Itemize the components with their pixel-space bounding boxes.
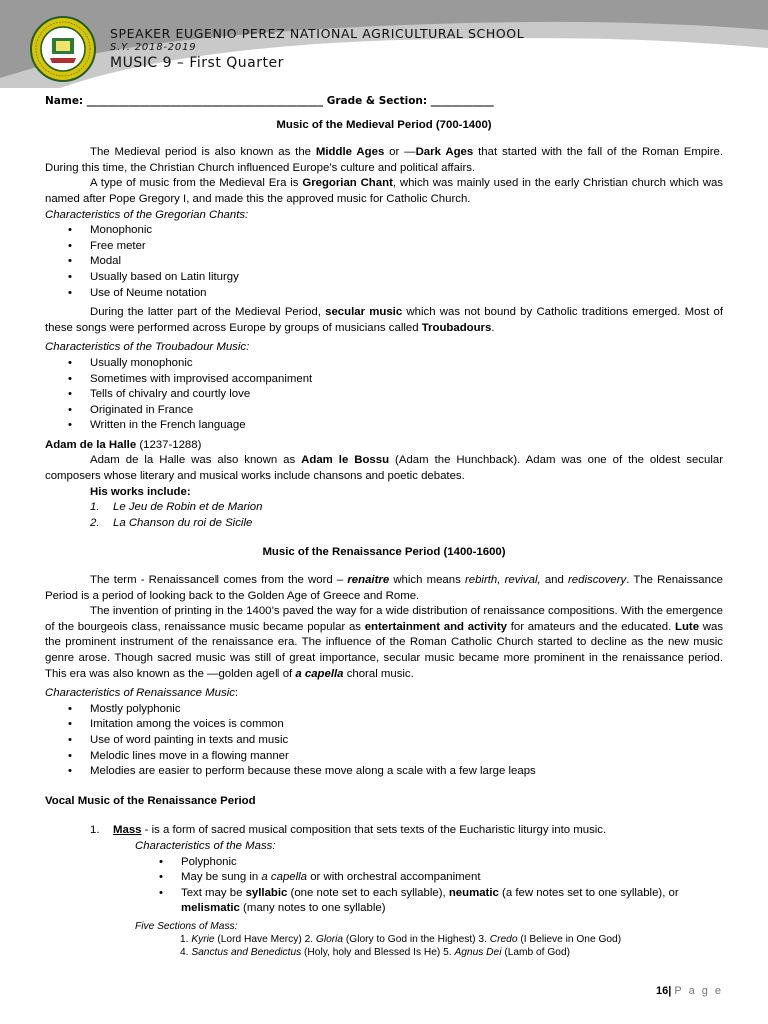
mass-char-label: Characteristics of the Mass:: [135, 839, 276, 852]
list-item: • Originated in France: [90, 403, 723, 419]
page-word: P a g e: [674, 985, 724, 997]
list-item: 1. Le Jeu de Robin et de Marion: [90, 501, 263, 514]
list-item: • Text may be syllabic (one note set to each syllable), neumatic (a few notes set to one syllable), or melismatic (many notes to one syllable): [181, 886, 723, 917]
adam-heading: Adam de la Halle (1237-1288): [45, 438, 202, 451]
name-blank[interactable]: _____________________________________________: [86, 95, 324, 107]
school-seal-icon: [30, 16, 96, 82]
list-item: • Usually monophonic: [90, 356, 723, 372]
renaissance-char-list: [45, 702, 723, 780]
vocal-music-heading: Vocal Music of the Renaissance Period: [45, 794, 256, 807]
list-item: • Modal: [90, 254, 723, 270]
gregorian-label: Characteristics of the Gregorian Chants:: [45, 208, 249, 221]
school-name: SPEAKER EUGENIO PEREZ NATIONAL AGRICULTURAL SCHOOL: [110, 26, 525, 41]
list-item: 2. La Chanson du roi de Sicile: [90, 516, 253, 529]
list-item: • Tells of chivalry and courtly love: [90, 387, 723, 403]
renaissance-intro-paragraph: The term - Renaissance‖ comes from the word – renaitre which means rebirth, revival, and rediscovery. The Renaissance Period is a period of looking back to the Golden Age of Greece and Rome.: [45, 574, 724, 602]
page-number: 16: [656, 985, 669, 997]
mass-sections-row-2: 4. Sanctus and Benedictus (Holy, holy and Blessed Is He) 5. Agnus Dei (Lamb of God): [180, 946, 570, 958]
works-label: His works include:: [90, 485, 191, 498]
mass-char-list: [45, 855, 723, 917]
list-item: • Monophonic: [90, 223, 723, 239]
page-header: [0, 0, 768, 88]
list-item: • May be sung in a capella or with orchestral accompaniment: [181, 870, 723, 886]
list-item: • Usually based on Latin liturgy: [90, 270, 723, 286]
list-item: • Free meter: [90, 239, 723, 255]
list-item: • Sometimes with improvised accompaniment: [90, 372, 723, 388]
five-sections-label: Five Sections of Mass:: [135, 920, 238, 932]
list-item: • Melodic lines move in a flowing manner: [90, 749, 723, 765]
printing-paragraph: The invention of printing in the 1400’s paved the way for a wide distribution of renaissance compositions. With the emergence of the bourgeois class, renaissance music became popular as entertainment and activity for amateurs and the educated. Lute was the prominent instrument of the renaissance era. The influence of the Roman Catholic Church started to decline as the new music genre arose. Though sacred music was still of great importance, secular music became more prominent in the renaissance period. This era was also known as the ―golden age‖ of a capella choral music.: [45, 605, 724, 680]
list-item: • Written in the French language: [90, 418, 723, 434]
troubadour-label: Characteristics of the Troubadour Music:: [45, 341, 250, 354]
troubadour-list: [45, 356, 723, 434]
subject-title: MUSIC 9 – First Quarter: [110, 55, 284, 71]
page-separator: |: [668, 985, 672, 997]
medieval-intro-paragraph: The Medieval period is also known as the Middle Ages or ―Dark Ages that started with the fall of the Roman Empire. During this time, the Christian Church influenced Europe’s culture and political affairs.: [45, 146, 723, 174]
name-label: Name:: [45, 95, 84, 107]
medieval-heading: Music of the Medieval Period (700-1400): [276, 118, 492, 131]
school-year: S.Y. 2018-2019: [110, 42, 197, 53]
grade-section-label: Grade & Section:: [326, 95, 428, 107]
page-footer: [656, 985, 723, 997]
adam-paragraph: Adam de la Halle was also known as Adam le Bossu (Adam the Hunchback). Adam was one of the oldest secular composers whose literary and musical works include chansons and poetic debates.: [45, 454, 723, 483]
list-item: • Polyphonic: [181, 855, 723, 871]
mass-item: 1. Mass - is a form of sacred musical composition that sets texts of the Eucharistic liturgy into music.: [90, 824, 607, 837]
list-item: • Melodies are easier to perform because these move along a scale with a few large leaps: [90, 764, 723, 780]
name-grade-row: [45, 94, 723, 110]
gregorian-paragraph: A type of music from the Medieval Era is Gregorian Chant, which was mainly used in the early Christian church which was named after Pope Gregory I, and made this the approved music for Catholic Church.: [45, 177, 723, 205]
list-item: • Use of Neume notation: [90, 286, 723, 302]
document-body: [45, 94, 723, 959]
list-item: • Imitation among the voices is common: [90, 717, 723, 733]
works-list: [45, 500, 723, 531]
grade-section-blank[interactable]: ____________: [430, 95, 494, 107]
secular-paragraph: During the latter part of the Medieval Period, secular music which was not bound by Catholic traditions emerged. Most of these songs were performed across Europe by groups of musicians called Troubadours.: [45, 306, 724, 334]
renaissance-heading: Music of the Renaissance Period (1400-1600): [262, 546, 506, 559]
renaissance-char-label: Characteristics of Renaissance Music:: [45, 687, 239, 700]
list-item: • Use of word painting in texts and music: [90, 733, 723, 749]
gregorian-list: [45, 223, 723, 301]
list-item: • Mostly polyphonic: [90, 702, 723, 718]
mass-sections-row-1: 1. Kyrie (Lord Have Mercy) 2. Gloria (Glory to God in the Highest) 3. Credo (I Believe in One God): [180, 933, 622, 945]
